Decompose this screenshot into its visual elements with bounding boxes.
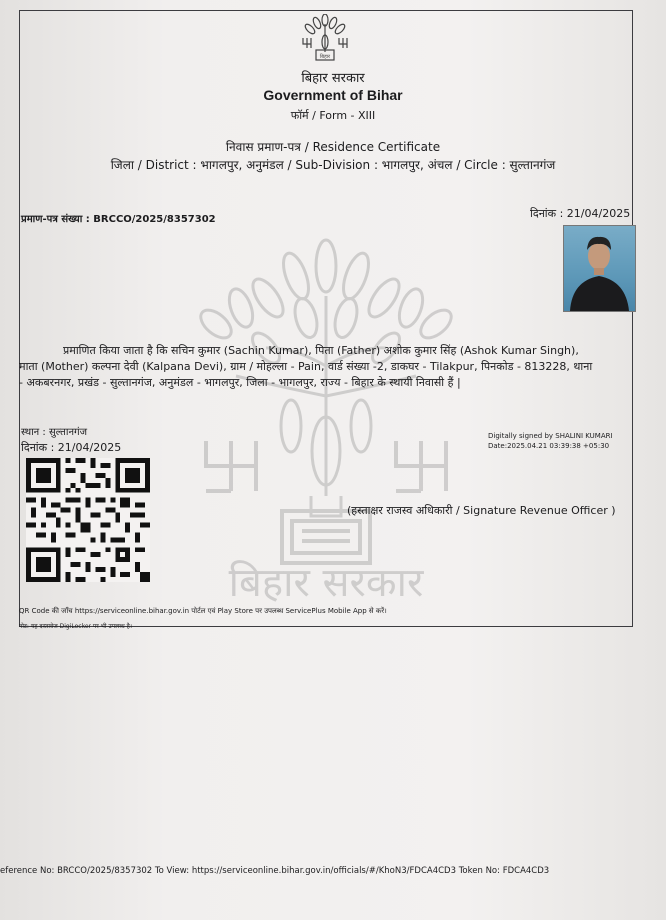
certificate-number: प्रमाण-पत्र संख्या : BRCCO/2025/8357302 <box>21 214 216 225</box>
issue-place: स्थान : सुल्तानगंज <box>21 427 88 438</box>
digital-signature-date: Date:2025.04.21 03:39:38 +05:30 <box>488 442 610 450</box>
bihar-emblem-watermark-icon <box>196 236 456 616</box>
certificate-title: निवास प्रमाण-पत्र / Residence Certificate <box>225 140 441 154</box>
watermark-text: बिहार सरकार <box>228 560 424 606</box>
government-title-hindi: बिहार सरकार <box>301 71 365 86</box>
district-line: जिला / District : भागलपुर, अनुमंडल / Sub-Division : भागलपुर, अंचल / Circle : सुल्तानगंज <box>110 158 556 172</box>
body-line-1: प्रमाणित किया जाता है कि सचिन कुमार (Sachin Kumar), पिता (Father) अशोक कुमार सिंह (Ashok Kumar Singh), <box>63 344 579 357</box>
qr-code-icon[interactable] <box>25 458 151 582</box>
form-number: फॉर्म / Form - XIII <box>290 109 376 122</box>
body-line-2: माता (Mother) कल्पना देवी (Kalpana Devi), ग्राम / मोहल्ला - Pain, वार्ड संख्या -2, डाकघर - Tilakpur, पिनकोड - 813228, थाना <box>19 360 593 373</box>
reference-footer: eference No: BRCCO/2025/8357302 To View: https://serviceonline.bihar.gov.in/officials/#/KhoN3/FDCA4CD3 Token No: FDCA4CD3 <box>0 866 550 876</box>
digital-signature <box>488 431 613 451</box>
applicant-photo <box>563 225 636 312</box>
person-silhouette-icon <box>564 226 635 311</box>
body-line-3: - अकबरनगर, प्रखंड - सुल्तानगंज, अनुमंडल - भागलपुर, जिला - भागलपुर, राज्य - बिहार के स्थायी निवासी हैं | <box>19 376 461 389</box>
qr-verification-note: QR Code की जाँच https://serviceonline.bihar.gov.in पोर्टल एवं Play Store पर उपलब्ध ServicePlus Mobile App से करें। <box>19 607 387 615</box>
government-title-english: Government of Bihar <box>263 87 403 103</box>
certificate-body <box>19 343 639 391</box>
emblem-text: बिहार <box>319 54 331 60</box>
issue-date-top: दिनांक : 21/04/2025 <box>530 207 631 220</box>
digital-signature-signer: Digitally signed by SHALINI KUMARI <box>488 432 613 440</box>
digilocker-note: नोट: यह दस्तावेज DigiLocker पर भी उपलब्ध है। <box>19 623 133 630</box>
issue-date-bottom: दिनांक : 21/04/2025 <box>21 441 122 454</box>
bihar-emblem-icon <box>301 14 349 64</box>
signature-label: (हस्ताक्षर राजस्व अधिकारी / Signature Revenue Officer ) <box>347 504 616 517</box>
